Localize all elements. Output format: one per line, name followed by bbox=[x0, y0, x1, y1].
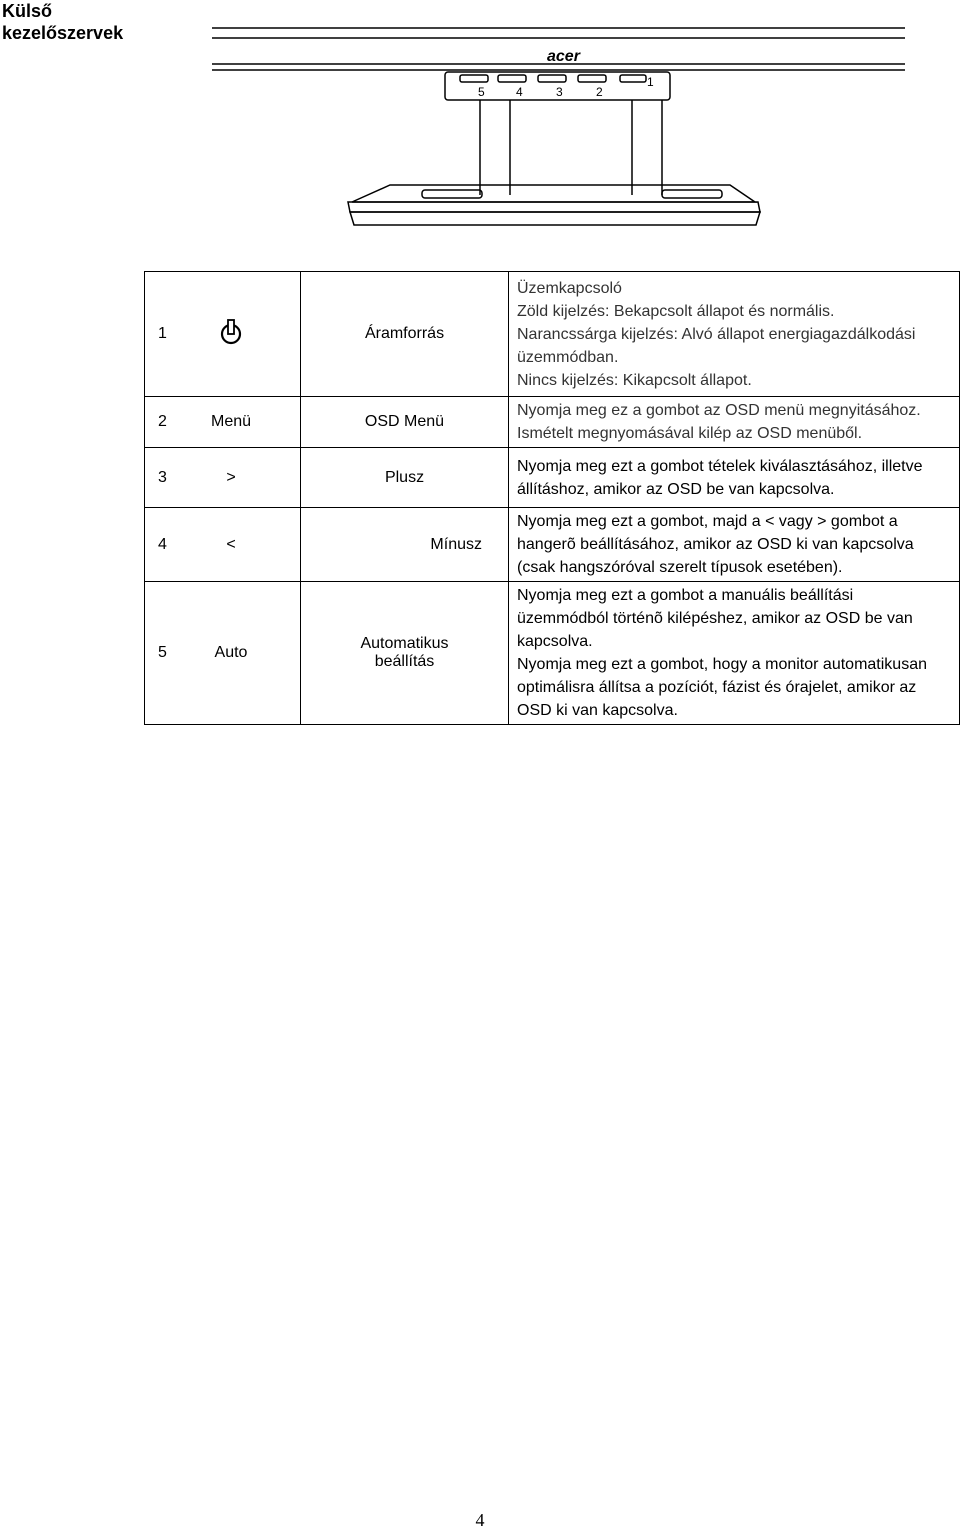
power-icon bbox=[178, 318, 284, 351]
brand-logo: acer bbox=[547, 48, 580, 65]
table-row bbox=[145, 397, 960, 448]
row-description: Nyomja meg ezt a gombot a manuális beállítási üzemmódból történõ kilépéshez, amikor az OSD be van kapcsolva. Nyomja meg ezt a gombot, hogy a monitor automatikusan optimálisra állítsa a pozíciót, fázist és órajelet, amikor az OSD ki van kapcsolva. bbox=[509, 582, 960, 725]
monitor-diagram bbox=[200, 20, 910, 245]
function-label: Áramforrás bbox=[301, 272, 509, 397]
row-description: Üzemkapcsoló Zöld kijelzés: Bekapcsolt állapot és normális. Narancssárga kijelzés: Alvó állapot energiagazdálkodási üzemmódban. Nincs kijelzés: Kikapcsolt állapot. bbox=[509, 272, 960, 397]
button-label-4: 4 bbox=[516, 85, 523, 99]
controls-table bbox=[144, 271, 960, 725]
title-line-2: kezelőszervek bbox=[2, 23, 124, 43]
function-label: Mínusz bbox=[301, 508, 509, 582]
row-description: Nyomja meg ezt a gombot, majd a < vagy > gombot a hangerõ beállításához, amikor az OSD ki van kapcsolva (csak hangszóróval szerelt típusok esetében). bbox=[509, 508, 960, 582]
button-label-3: 3 bbox=[556, 85, 563, 99]
page-title bbox=[2, 0, 123, 44]
row-number: 5 bbox=[158, 644, 167, 661]
row-number: 3 bbox=[158, 468, 167, 486]
button-label-5: 5 bbox=[478, 85, 485, 99]
table-row bbox=[145, 448, 960, 508]
row-symbol: > bbox=[226, 468, 236, 486]
row-symbol: < bbox=[226, 535, 236, 553]
function-label: Plusz bbox=[301, 448, 509, 508]
title-line-1: Külső bbox=[2, 1, 53, 21]
table-row bbox=[145, 272, 960, 397]
row-number: 4 bbox=[158, 535, 167, 553]
function-label: Automatikus beállítás bbox=[301, 582, 509, 725]
function-label: OSD Menü bbox=[301, 397, 509, 448]
page-number: 4 bbox=[475, 1510, 485, 1530]
row-number: 2 bbox=[158, 413, 167, 430]
row-symbol: Auto bbox=[214, 644, 248, 661]
table-row bbox=[145, 582, 960, 725]
button-label-2: 2 bbox=[596, 85, 603, 99]
table-row bbox=[145, 508, 960, 582]
row-description: Nyomja meg ez a gombot az OSD menü megnyitásához. Ismételt megnyomásával kilép az OSD menüből. bbox=[509, 397, 960, 448]
button-label-1: 1 bbox=[647, 75, 654, 89]
row-number: 1 bbox=[158, 325, 167, 342]
row-symbol: Menü bbox=[210, 413, 252, 430]
row-description: Nyomja meg ezt a gombot tételek kiválasztásához, illetve állításhoz, amikor az OSD be van kapcsolva. bbox=[509, 448, 960, 508]
